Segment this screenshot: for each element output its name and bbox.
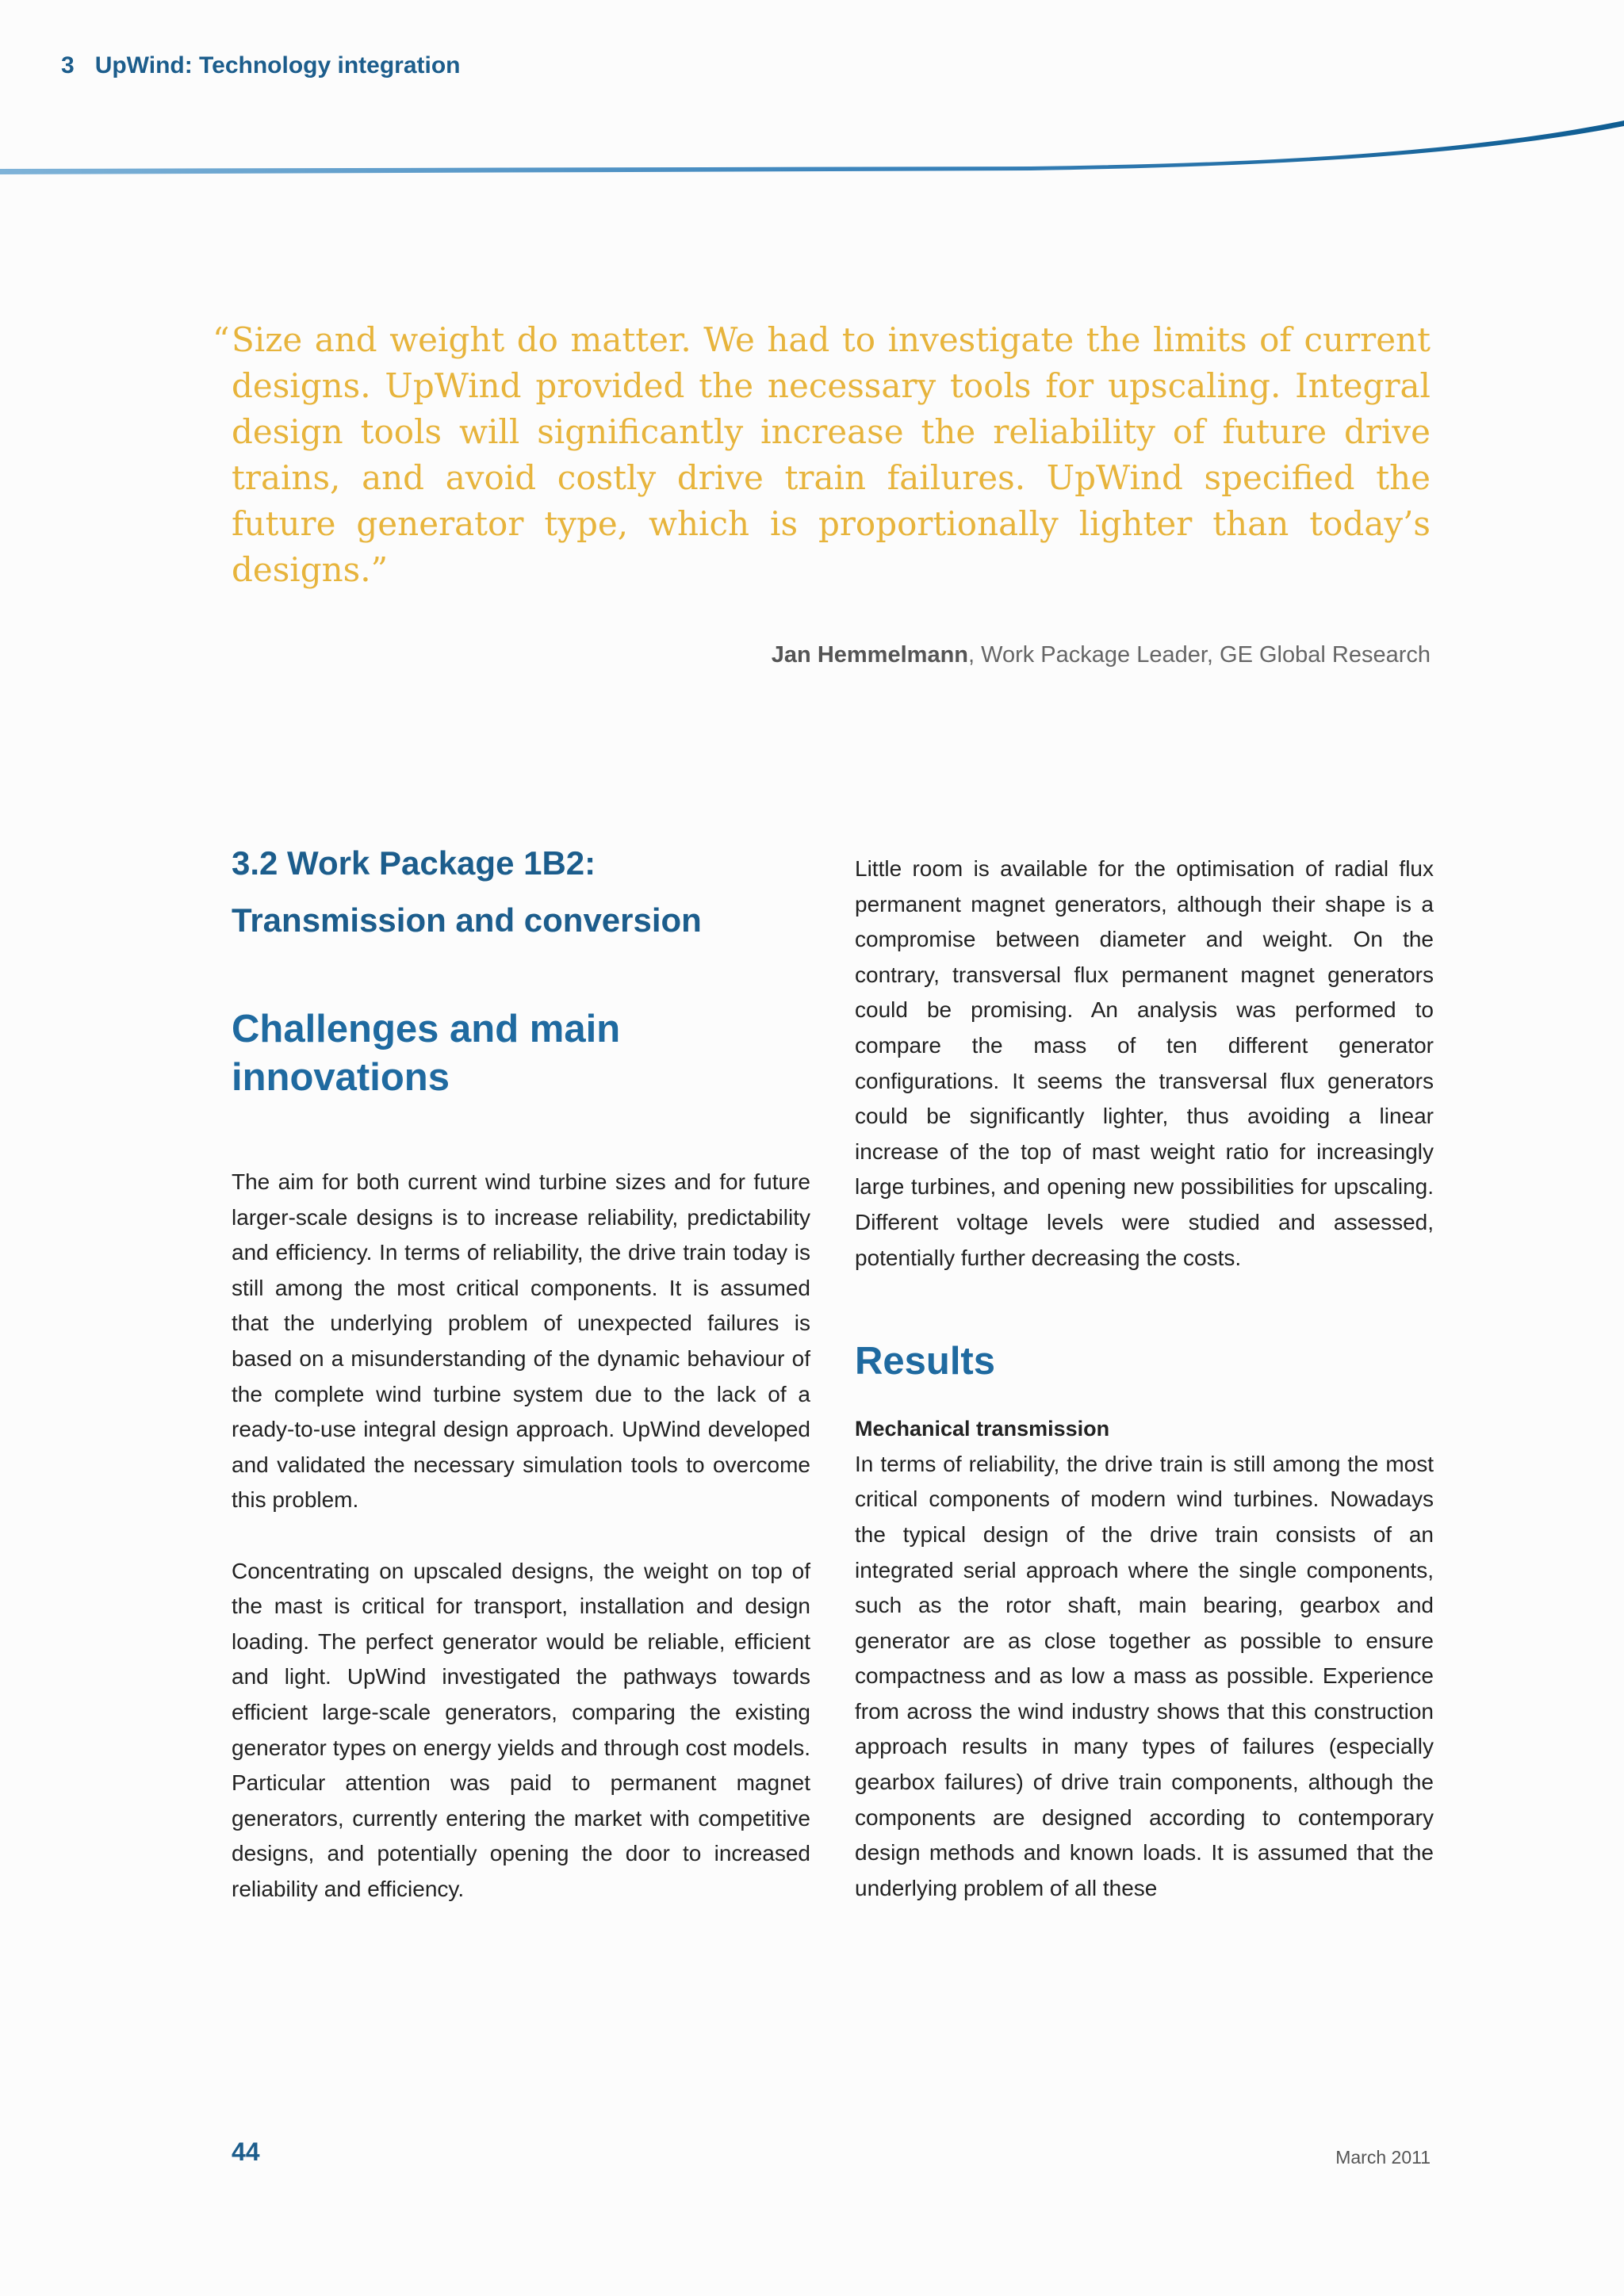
quote-author: Jan Hemmelmann (771, 642, 968, 668)
subhead-challenges (232, 1005, 810, 1102)
running-header (61, 52, 460, 79)
left-column (232, 835, 810, 1907)
quote-author-role: , Work Package Leader, GE Global Research (968, 642, 1431, 668)
pull-quote (213, 317, 1431, 593)
chapter-number: 3 (61, 52, 75, 78)
quote-open-mark: “ (213, 320, 230, 359)
left-paragraph-2: Concentrating on upscaled designs, the weight on top of the mast is critical for transport, installation and design loading. The perfect generator would be reliable, efficient and light. UpWind investigated the pathways towards efficient large-scale generators, comparing the existing generator types on energy yields and through cost models. Particular attention was paid to permanent magnet generators, currently entering the market with competitive designs, and potentially opening the door to increased reliability and efficiency. (232, 1558, 810, 1901)
subhead-challenges-line1: Challenges and main (232, 1008, 621, 1050)
chapter-title: UpWind: Technology integration (94, 52, 461, 78)
subhead-results: Results (855, 1340, 996, 1383)
right-column (855, 851, 1434, 1906)
right-paragraph-1: Little room is available for the optimisation of radial flux permanent magnet generators, although their shape is a compromise between diameter and weight. On the contrary, transversal flux permanent magnet generators could be promising. An analysis was performed to compare the mass of ten different generator configurations. It seems the transversal flux generators could be significantly lighter, thus avoiding a linear increase of the top of mast weight ratio for increasingly large turbines, and opening new possibilities for upscaling. Different voltage levels were studied and assessed, potentially further decreasing the costs. (855, 856, 1434, 1270)
page-number: 44 (232, 2137, 260, 2166)
section-title (232, 835, 810, 949)
header-swoosh-decoration (0, 103, 1624, 182)
section-title-line2: Transmission and conversion (232, 901, 702, 939)
quote-text: Size and weight do matter. We had to investigate the limits of current designs. UpWind provided the necessary tools for upscaling. Integral design tools will significantly increase the reliability of future drive trains, and avoid costly drive train failures. UpWind specified the future generator type, which is proportionally lighter than today’s designs.” (232, 320, 1431, 589)
subhead-challenges-line2: innovations (232, 1056, 450, 1099)
quote-attribution (772, 642, 1431, 668)
right-paragraph-2: In terms of reliability, the drive train is still among the most critical components of modern wind turbines. Nowadays the typical design of the drive train consists of an integrated serial approach where the single components, such as the rotor shaft, main bearing, gearbox and generator are as close together as possible to ensure compactness and as low a mass as possible. Experience from across the wind industry shows that this construction approach results in many types of failures (especially gearbox failures) of drive train components, although the components are designed according to contemporary design methods and known loads. It is assumed that the underlying problem of all these (855, 1451, 1434, 1900)
publication-date: March 2011 (1335, 2147, 1431, 2168)
minor-heading-mechanical-transmission: Mechanical transmission (855, 1417, 1110, 1441)
left-paragraph-1: The aim for both current wind turbine sizes and for future larger-scale designs is to increase reliability, predictability and efficiency. In terms of reliability, the drive train today is still among the most critical components. It is assumed that the underlying problem of unexpected failures is based on a misunderstanding of the dynamic behaviour of the complete wind turbine system due to the lack of a ready-to-use integral design approach. UpWind developed and validated the necessary simulation tools to overcome this problem. (232, 1169, 810, 1513)
section-title-line1: 3.2 Work Package 1B2: (232, 844, 596, 882)
